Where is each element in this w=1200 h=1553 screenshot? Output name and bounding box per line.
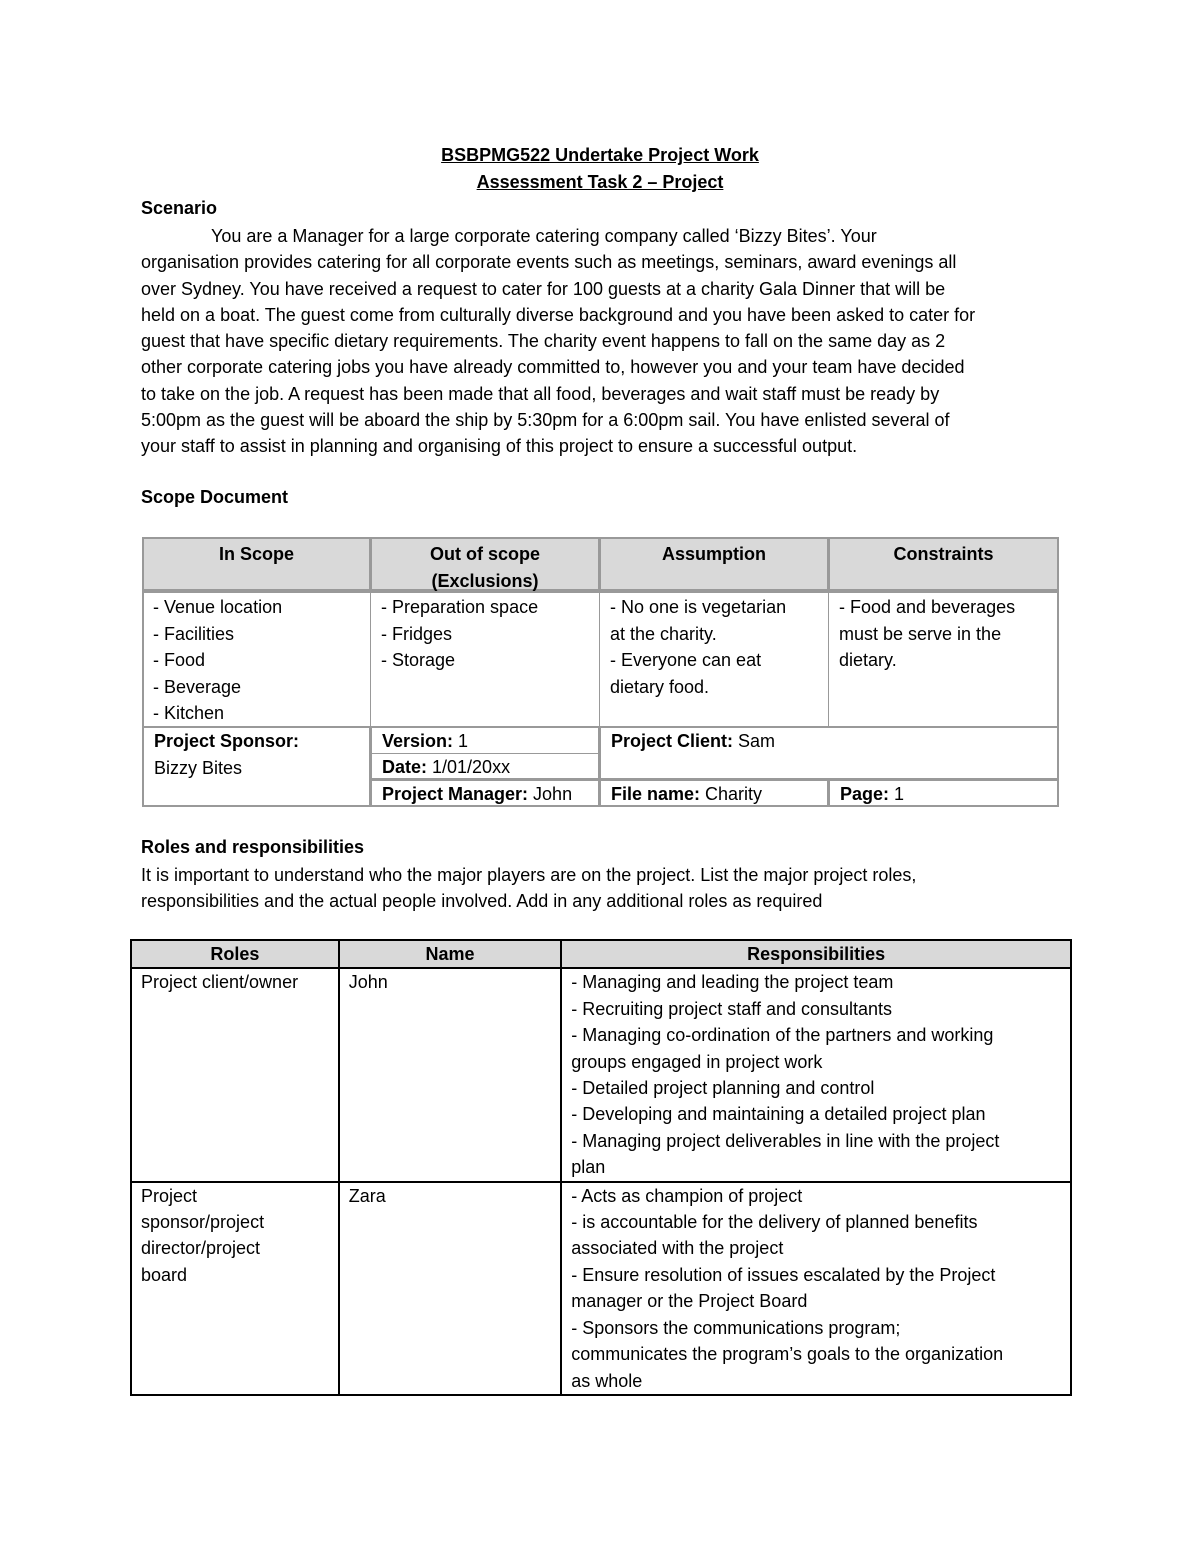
date-label: Date: xyxy=(382,757,428,777)
assumption-cell xyxy=(599,592,829,727)
table-row xyxy=(131,1182,1071,1395)
project-manager-value: John xyxy=(528,784,573,804)
scope-table xyxy=(142,537,1059,807)
column-header-name: Name xyxy=(339,940,561,968)
scope-header-assumption: Assumption xyxy=(599,537,829,592)
scenario-line: to take on the job. A request has been made that all food, beverages and wait staff must be ready by xyxy=(141,383,940,404)
roles-intro xyxy=(141,862,1065,915)
roles-heading: Roles and responsibilities xyxy=(141,837,365,857)
list-item: dietary food. xyxy=(610,676,710,697)
version-label: Version: xyxy=(382,731,454,751)
page-value: 1 xyxy=(889,784,905,804)
scope-header-out-of-scope: Out of scope (Exclusions) xyxy=(370,537,600,592)
list-item: - Food and beverages xyxy=(839,597,1016,617)
role-cell: Project sponsor/project director/project board xyxy=(131,1182,339,1395)
page-label: Page: xyxy=(840,784,890,804)
role-cell: Project client/owner xyxy=(131,968,339,1181)
project-sponsor-label: Project Sponsor: xyxy=(154,731,300,751)
table-header-row xyxy=(131,940,1071,968)
list-item: - Storage xyxy=(381,650,456,670)
version-cell xyxy=(370,726,600,754)
file-name-cell xyxy=(599,779,829,807)
name-cell: Zara xyxy=(339,1182,561,1395)
in-scope-cell xyxy=(142,592,371,727)
scenario-line: You are a Manager for a large corporate catering company called ‘Bizzy Bites’. Your xyxy=(211,226,877,246)
scope-header-constraints: Constraints xyxy=(828,537,1059,592)
constraints-cell xyxy=(828,592,1059,727)
scope-heading: Scope Document xyxy=(141,487,289,507)
list-item: - Fridges xyxy=(381,623,453,644)
scenario-line: guest that have specific dietary requirements. The charity event happens to fall on the same day as 2 xyxy=(141,331,946,352)
project-client-cell xyxy=(599,726,1059,780)
column-header-roles: Roles xyxy=(131,940,339,968)
list-item: - Facilities xyxy=(153,623,235,644)
list-item: - Venue location xyxy=(153,597,283,617)
table-row xyxy=(131,968,1071,1181)
name-cell: John xyxy=(339,968,561,1181)
list-item: dietary. xyxy=(839,650,897,670)
responsibilities-cell: - Managing and leading the project team - Recruiting project staff and consultants - Managing co-ordination of the partners and working groups engaged in project work - Detailed project planning and control - Developing and maintaining a detailed project plan - Managing project deliverables in line with the project plan xyxy=(561,968,1071,1181)
version-value: 1 xyxy=(453,731,469,751)
scenario-paragraph xyxy=(141,223,1065,460)
file-name-value: Charity xyxy=(700,784,763,804)
page-cell xyxy=(828,779,1059,807)
roles-intro-line: responsibilities and the actual people involved. Add in any additional roles as required xyxy=(141,891,823,912)
scenario-line: held on a boat. The guest come from culturally diverse background and you have been asked to cater for xyxy=(141,304,976,325)
document-title: BSBPMG522 Undertake Project Work xyxy=(441,145,759,165)
responsibilities-cell: - Acts as champion of project - is accountable for the delivery of planned benefits associated with the project - Ensure resolution of issues escalated by the Project manager or the Project Board - Sponsors the communications program; communicates the program’s goals to the organization as whole xyxy=(561,1182,1071,1395)
project-manager-cell xyxy=(370,779,600,807)
project-manager-label: Project Manager: xyxy=(382,784,529,804)
list-item: - Preparation space xyxy=(381,597,539,617)
out-of-scope-cell xyxy=(370,592,600,727)
scenario-heading: Scenario xyxy=(141,198,218,218)
roles-intro-line: It is important to understand who the major players are on the project. List the major project roles, xyxy=(141,865,917,885)
date-cell xyxy=(370,753,600,780)
list-item: - Beverage xyxy=(153,676,242,697)
list-item: must be serve in the xyxy=(839,623,1002,644)
project-sponsor-value: Bizzy Bites xyxy=(154,757,243,778)
file-name-label: File name: xyxy=(611,784,701,804)
scenario-line: 5:00pm as the guest will be aboard the ship by 5:30pm for a 6:00pm sail. You have enlisted several of xyxy=(141,410,950,431)
scenario-line: your staff to assist in planning and organising of this project to ensure a successful output. xyxy=(141,436,858,457)
scope-header-in-scope: In Scope xyxy=(142,537,371,592)
scenario-line: organisation provides catering for all corporate events such as meetings, seminars, award evenings all xyxy=(141,252,957,273)
list-item: - Kitchen xyxy=(153,703,225,723)
column-header-responsibilities: Responsibilities xyxy=(561,940,1071,968)
date-value: 1/01/20xx xyxy=(427,757,511,777)
scenario-line: over Sydney. You have received a request to cater for 100 guests at a charity Gala Dinner that will be xyxy=(141,278,946,299)
project-sponsor-cell xyxy=(142,726,371,807)
project-client-value: Sam xyxy=(733,731,776,751)
list-item: - Everyone can eat xyxy=(610,650,762,670)
list-item: - No one is vegetarian xyxy=(610,597,787,617)
document-subtitle: Assessment Task 2 – Project xyxy=(476,172,724,192)
list-item: at the charity. xyxy=(610,623,717,644)
project-client-label: Project Client: xyxy=(611,731,734,751)
roles-table xyxy=(130,939,1072,1396)
list-item: - Food xyxy=(153,650,206,670)
scenario-line: other corporate catering jobs you have already committed to, however you and your team have decided xyxy=(141,357,965,378)
